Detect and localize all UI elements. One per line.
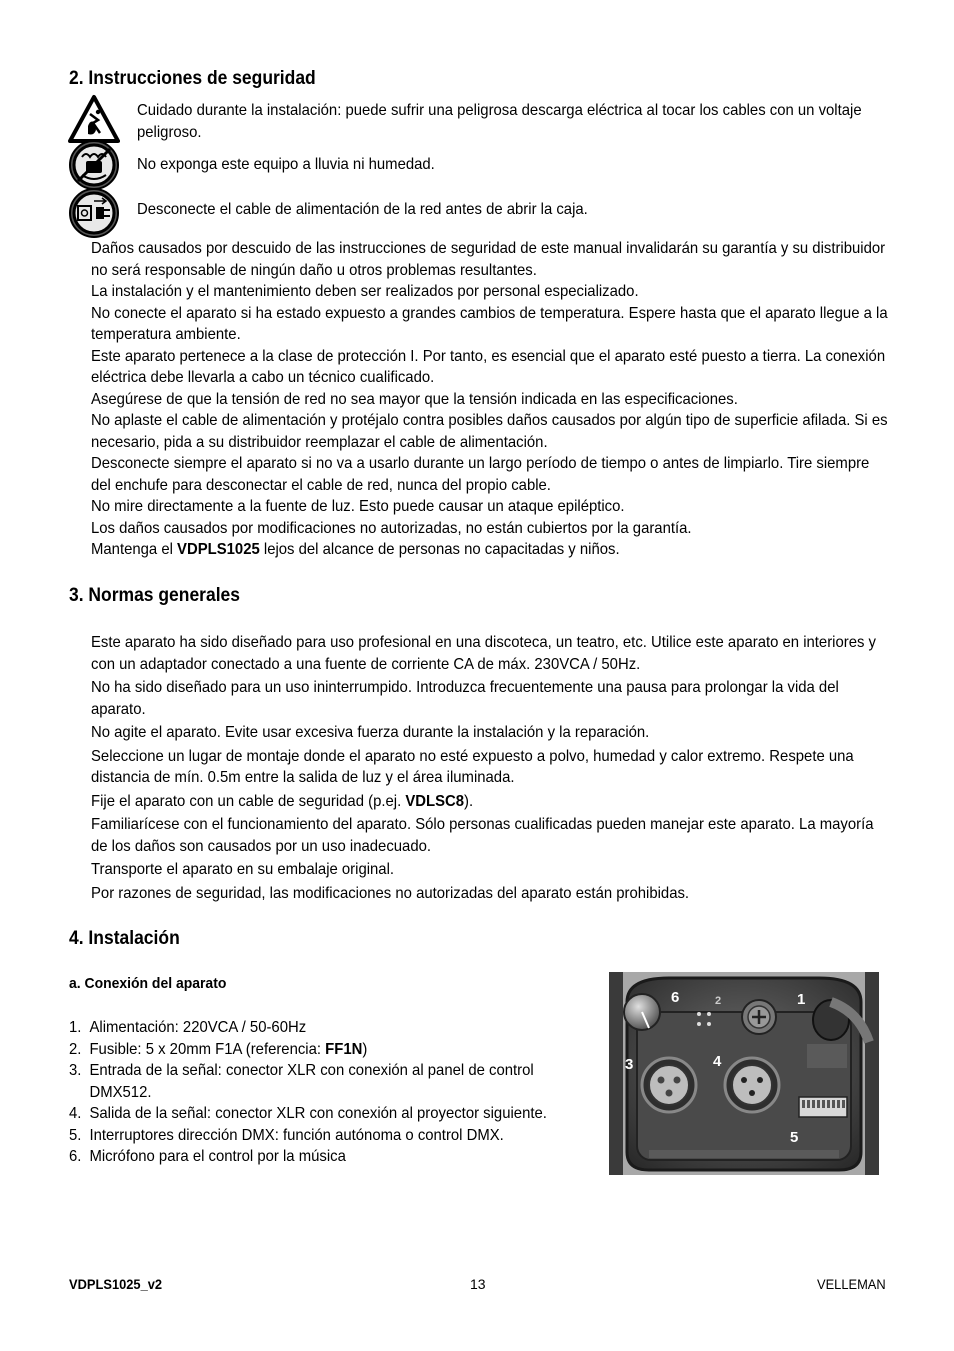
warning-text-2: No exponga este equipo a lluvia ni humedad. [137, 156, 435, 173]
no-rain-icon [68, 139, 120, 191]
general-paragraph: Por razones de seguridad, las modificaciones no autorizadas del aparato están prohibidas. [91, 884, 690, 902]
product-code: VDPLS1025 [177, 541, 260, 558]
section-3-heading: 3. Normas generales [69, 585, 241, 606]
general-paragraph: Seleccione un lugar de montaje donde el aparato no esté expuesto a polvo, humedad y calor extremo. Respete una distancia de mín. 0.5m entre la salida de luz y el área iluminada. [91, 747, 854, 786]
section-4-heading: 4. Instalación [69, 928, 180, 949]
safety-paragraph: No aplaste el cable de alimentación y protéjalo contra posibles daños causados por algún tipo de superficie afilada. Si es necesario, pida a su distribuidor reemplazar el cable de alimentación. [91, 412, 888, 451]
item-number: 2. [69, 1040, 82, 1058]
item-text: Interruptores dirección DMX: función autónoma o control DMX. [89, 1126, 504, 1144]
text-post: ). [464, 792, 474, 810]
general-paragraph: No ha sido diseñado para un uso ininterrumpido. Introduzca frecuentemente una pausa para prolongar la vida del aparato. [91, 679, 839, 718]
text-pre: Mantenga el [91, 541, 178, 558]
safety-paragraph: No mire directamente a la fuente de luz. Esto puede causar un ataque epiléptico. [91, 498, 625, 515]
item-text: Fusible: 5 x 20mm F1A (referencia: [89, 1040, 326, 1058]
item-text: Alimentación: 220VCA / 50-60Hz [89, 1019, 307, 1036]
safety-paragraph-last [91, 539, 891, 561]
safety-paragraph: Asegúrese de que la tensión de red no sea mayor que la tensión indicada en las especificaciones. [91, 390, 738, 408]
safety-paragraph: Daños causados por descuido de las instrucciones de seguridad de este manual invalidarán su garantía y su distribuidor no será responsable de ningún daño u otros problemas resultantes. [91, 240, 886, 279]
safety-paragraph: Este aparato pertenece a la clase de protección I. Por tanto, es esencial que el aparato esté puesto a tierra. La conexión eléctrica debe llevarla a cabo un técnico cualificado. [91, 347, 886, 386]
photo-label-5: 5 [790, 1129, 799, 1146]
product-code: VDLSC8 [405, 792, 465, 810]
connection-list [69, 1017, 590, 1168]
subsection-heading: a. Conexión del aparato [69, 975, 227, 992]
safety-paragraphs [91, 238, 891, 561]
item-text: ) [362, 1040, 368, 1058]
item-number: 5. [69, 1126, 82, 1144]
general-paragraph: Transporte el aparato en su embalaje original. [91, 861, 395, 878]
warning-text-3: Desconecte el cable de alimentación de la red antes de abrir la caja. [137, 201, 588, 218]
item-number: 3. [69, 1062, 82, 1079]
general-paragraphs [91, 632, 891, 904]
fuse-code: FF1N [325, 1040, 363, 1058]
item-text: Salida de la señal: conector XLR con conexión al proyector siguiente. [89, 1105, 547, 1122]
section-2-heading: 2. Instrucciones de seguridad [69, 68, 316, 89]
general-paragraph-safety-cable [91, 791, 891, 813]
safety-paragraph: Los daños causados por modificaciones no autorizadas, no están cubiertos por la garantía. [91, 519, 692, 537]
photo-label-6: 6 [671, 989, 680, 1006]
item-number: 4. [69, 1105, 82, 1122]
warning-text-1: Cuidado durante la instalación: puede sufrir una peligrosa descarga eléctrica al tocar los cables con un voltaje peligroso. [137, 102, 862, 141]
general-paragraph: Este aparato ha sido diseñado para uso profesional en una discoteca, un teatro, etc. Utilice este aparato en interiores y con un adaptador conectado a una fuente de corriente CA de máx. 230VCA / 50Hz. [91, 634, 876, 673]
photo-label-4: 4 [713, 1053, 722, 1070]
list-item [69, 1125, 590, 1147]
item-number: 1. [69, 1019, 82, 1036]
safety-paragraph: La instalación y el mantenimiento deben ser realizados por personal especializado. [91, 283, 639, 300]
footer-brand: VELLEMAN [817, 1276, 886, 1292]
unplug-icon [68, 187, 120, 239]
photo-label-1: 1 [797, 991, 806, 1008]
safety-paragraph: Desconecte siempre el aparato si no va a usarlo durante un largo período de tiempo o antes de limpiarlo. Tire siempre del enchufe para desconectar el cable de red, nunca del propio cable. [91, 455, 870, 494]
list-item [69, 1060, 590, 1103]
page-number: 13 [470, 1276, 486, 1292]
footer-model: VDPLS1025_v2 [69, 1276, 163, 1292]
list-item [69, 1103, 590, 1125]
list-item [69, 1039, 590, 1061]
item-text: Entrada de la señal: conector XLR con conexión al panel de control DMX512. [89, 1062, 534, 1101]
item-number: 6. [69, 1148, 82, 1165]
text-post: lejos del alcance de personas no capacitadas y niños. [259, 541, 620, 558]
item-text: Micrófono para el control por la música [89, 1148, 346, 1165]
general-paragraph: Familiarícese con el funcionamiento del aparato. Sólo personas cualificadas pueden manejar este aparato. La mayoría de los daños son causados por un uso inadecuado. [91, 816, 874, 855]
list-item [69, 1146, 590, 1168]
safety-paragraph: No conecte el aparato si ha estado expuesto a grandes cambios de temperatura. Espere hasta que el aparato llegue a la temperatura ambiente. [91, 304, 888, 343]
text-pre: Fije el aparato con un cable de seguridad (p.ej. [91, 792, 406, 810]
device-rear-panel-photo [609, 972, 879, 1175]
photo-label-3: 3 [625, 1056, 634, 1073]
rear-panel-illustration [609, 972, 879, 1175]
list-item [69, 1017, 590, 1039]
photo-label-2: 2 [715, 995, 722, 1007]
general-paragraph: No agite el aparato. Evite usar excesiva fuerza durante la instalación y la reparación. [91, 724, 650, 741]
